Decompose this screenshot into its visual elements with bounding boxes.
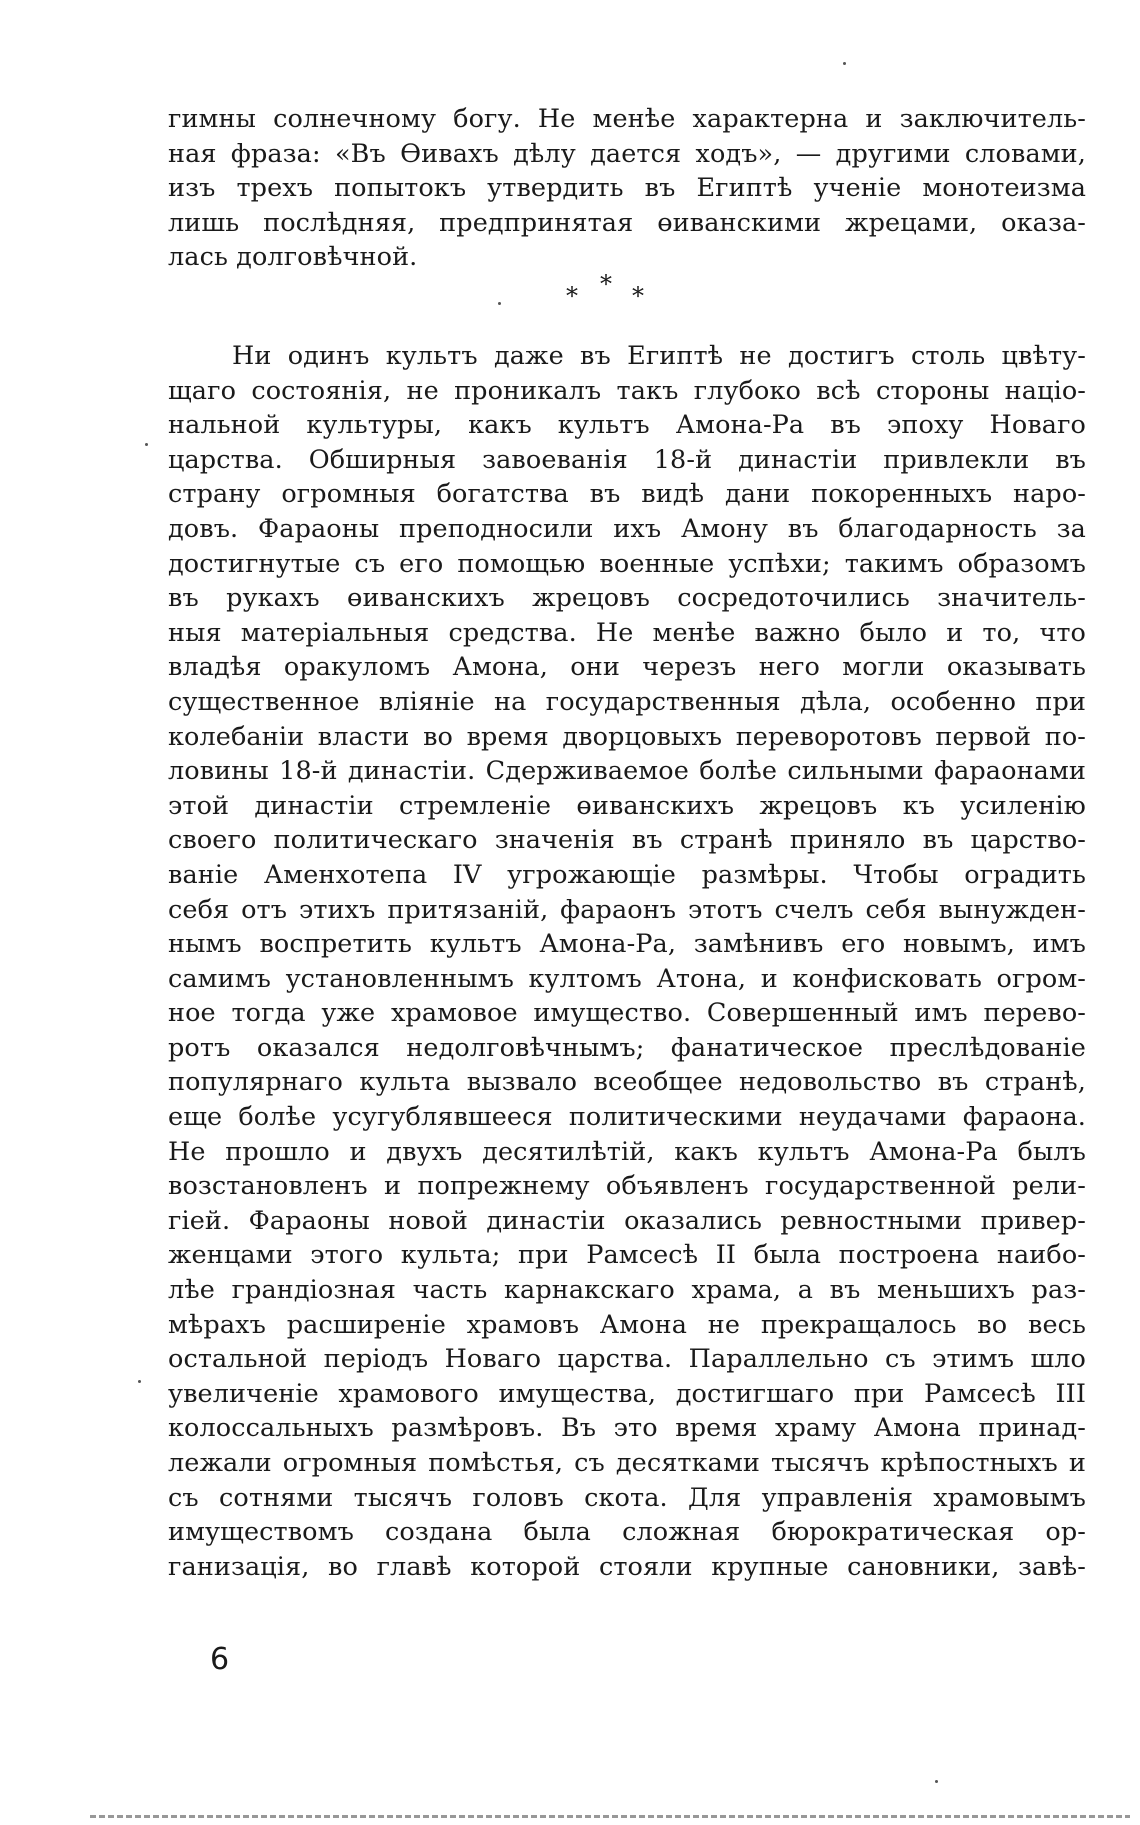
text-line: въ рукахъ өиванскихъ жрецовъ сосредоточились значитель- [168,583,1086,614]
text-line: нальной культуры, какъ культъ Амона-Ра въ эпоху Новаго [168,410,1086,441]
text-line: существенное вліяніе на государственныя дѣла, особенно при [168,686,1086,717]
text-line: ловины 18-й династіи. Сдерживаемое болѣе сильными фараонами [168,756,1086,787]
text-line: ное тогда уже храмовое имущество. Совершенный имъ перево- [168,998,1086,1029]
scan-speck [145,443,148,446]
text-line: лѣе грандіозная часть карнакскаго храма, а въ меньшихъ раз- [168,1275,1086,1306]
text-line: изъ трехъ попытокъ утвердить въ Египтѣ ученіе монотеизма [168,173,1086,204]
text-line: мѣрахъ расширеніе храмовъ Амона не прекращалось во весь [168,1309,1086,1340]
text-line: съ сотнями тысячъ головъ скота. Для управленія храмовымъ [168,1482,1086,1513]
text-line: женцами этого культа; при Рамсесѣ II была построена наибо- [168,1240,1086,1271]
scan-speck [843,62,846,65]
scan-speck [498,302,501,305]
text-line: гимны солнечному богу. Не менѣе характерна и заключитель- [168,104,1086,134]
text-line: имуществомъ создана была сложная бюрократическая ор- [168,1517,1086,1548]
text-line: ваніе Аменхотепа IV угрожающіе размѣры. Чтобы оградить [168,859,1086,890]
text-line: лежали огромныя помѣстья, съ десятками тысячъ крѣпостныхъ и [168,1448,1086,1478]
text-line: самимъ установленнымъ култомъ Атона, и конфисковать огром- [168,963,1086,994]
text-line: ная фраза: «Въ Өивахъ дѣлу дается ходъ», — другими словами, [168,138,1086,169]
text-line: лишь послѣдняя, предпринятая өиванскими жрецами, оказа- [168,207,1086,238]
scan-speck [935,1780,938,1783]
section-separator-asterism [560,270,660,310]
text-line: царства. Обширныя завоеванія 18-й династіи привлекли въ [168,444,1086,475]
paragraph-1 [168,102,1086,275]
text-line: Ни одинъ культъ даже въ Египтѣ не достигъ столь цвѣту- [232,341,1086,371]
asterisk-top: * [600,270,612,298]
text-line: возстановленъ и попрежнему объявленъ государственной рели- [168,1171,1086,1202]
text-line: нымъ воспретить культъ Амона-Ра, замѣнивъ его новымъ, имъ [168,929,1086,960]
text-line: достигнутые съ его помощью военные успѣхи; такимъ образомъ [168,548,1086,579]
asterisk-left: * [566,282,578,310]
asterisk-right: * [632,282,644,310]
scan-edge-rule [90,1815,1130,1818]
text-line: своего политическаго значенія въ странѣ приняло въ царство- [168,825,1086,856]
page-number: 6 [210,1642,230,1677]
text-line: владѣя оракуломъ Амона, они черезъ него могли оказывать [168,652,1086,683]
paragraph-2 [168,339,1086,1584]
text-line: ротъ оказался недолговѣчнымъ; фанатическое преслѣдованіе [168,1032,1086,1063]
text-line: довъ. Фараоны преподносили ихъ Амону въ благодарность за [168,513,1086,544]
text-line: популярнаго культа вызвало всеобщее недовольство въ странѣ, [168,1067,1086,1098]
text-line: страну огромныя богатства въ видѣ дани покоренныхъ наро- [168,479,1086,510]
scan-speck [138,1380,141,1383]
text-line: Не прошло и двухъ десятилѣтій, какъ культъ Амона-Ра былъ [168,1136,1086,1167]
text-line: этой династіи стремленіе өиванскихъ жрецовъ къ усиленію [168,790,1086,821]
text-line: колоссальныхъ размѣровъ. Въ это время храму Амона принад- [168,1413,1086,1444]
text-line: себя отъ этихъ притязаній, фараонъ этотъ счелъ себя вынужден- [168,894,1086,925]
text-line: увеличеніе храмового имущества, достигшаго при Рамсесѣ III [168,1378,1086,1409]
text-line: лась долговѣчной. [168,242,418,273]
text-line: щаго состоянія, не проникалъ такъ глубоко всѣ стороны націо- [168,375,1086,406]
text-line: еще болѣе усугублявшееся политическими неудачами фараона. [168,1102,1086,1133]
text-line: колебаніи власти во время дворцовыхъ переворотовъ первой по- [168,721,1086,752]
text-line: ныя матеріальныя средства. Не менѣе важно было и то, что [168,617,1086,648]
text-line: ганизація, во главѣ которой стояли крупные сановники, завѣ- [168,1551,1086,1582]
text-line: гіей. Фараоны новой династіи оказались ревностными привер- [168,1205,1086,1236]
text-line: остальной періодъ Новаго царства. Параллельно съ этимъ шло [168,1344,1086,1375]
